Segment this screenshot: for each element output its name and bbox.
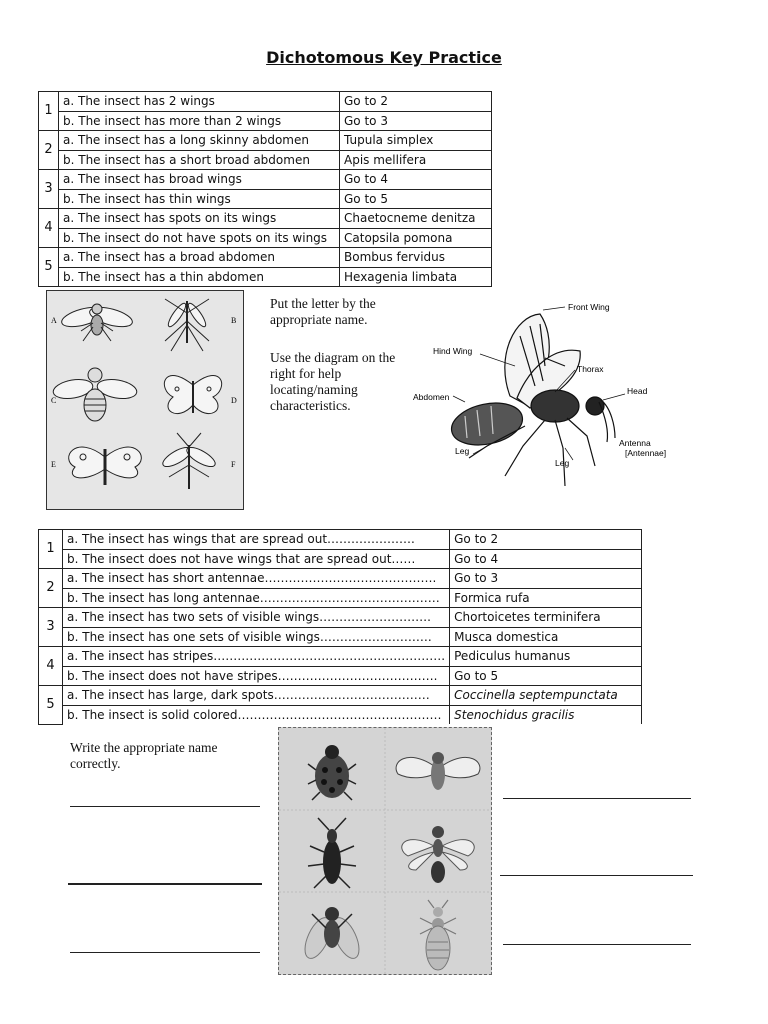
key2-choice-a: a. The insect has two sets of visible wings………………………. [63,608,450,628]
label-e: E [51,460,56,469]
label-thorax: Thorax [577,364,604,374]
key1-result-a: Go to 2 [340,92,492,112]
key2-choice-b: b. The insect has one sets of visible wings………………………. [63,627,450,647]
label-leg-bottom: Leg [555,458,570,468]
beetle-image [308,818,356,888]
key2-row-1b [39,549,642,569]
key1-result-a: Bombus fervidus [340,248,492,268]
answer-line-6[interactable] [503,944,691,945]
insect-b-cranefly-image [165,299,209,351]
key2-choice-b: b. The insect has long antennae……………………………………… [63,588,450,608]
answer-line-5[interactable] [500,875,693,876]
label-a: A [51,316,57,325]
key2-row-2a [39,569,642,589]
insect-d-butterfly-image [164,375,221,413]
key1-choice-b: b. The insect has thin wings [59,189,340,209]
key1-row-2b [39,150,492,170]
label-b: B [231,316,237,325]
housefly-image [300,907,365,962]
label-abdomen: Abdomen [413,392,450,402]
key2-result-a: Go to 3 [450,569,642,589]
winged-ant-image [402,826,474,883]
key2-result-b: Go to 5 [450,666,642,686]
louse-image [420,900,456,970]
instructions-diagram: Use the diagram on the right for help locating/naming characteristics. [270,350,396,413]
key2-step-number: 1 [39,530,63,569]
key1-step-number: 3 [39,170,59,209]
insect-a-fly-image [60,304,135,341]
key1-result-b: Hexagenia limbata [340,267,492,287]
key2-choice-a: a. The insect has large, dark spots………………………………… [63,686,450,706]
wasp-anatomy-diagram [405,296,695,496]
insect-e-moth-image [69,447,142,485]
key1-result-b: Go to 3 [340,111,492,131]
key2-result-a: Go to 2 [450,530,642,550]
answer-line-3[interactable] [70,952,260,953]
insect-f-mayfly-image [160,433,218,489]
key1-choice-a: a. The insect has a long skinny abdomen [59,131,340,151]
key2-row-3b [39,627,642,647]
key2-step-number: 2 [39,569,63,608]
key2-row-2b [39,588,642,608]
key1-result-b: Catopsila pomona [340,228,492,248]
answer-line-4[interactable] [503,798,691,799]
key1-row-5b [39,267,492,287]
key1-row-1b [39,111,492,131]
key1-step-number: 1 [39,92,59,131]
key2-choice-a: a. The insect has wings that are spread out…………………. [63,530,450,550]
key2-choice-b: b. The insect does not have wings that are spread out…… [63,549,450,569]
key1-result-a: Chaetocneme denitza [340,209,492,229]
label-f: F [231,460,236,469]
key1-step-number: 5 [39,248,59,287]
key2-step-number: 4 [39,647,63,686]
key1-result-a: Go to 4 [340,170,492,190]
key1-row-3b [39,189,492,209]
key1-row-4b [39,228,492,248]
key2-result-b: Musca domestica [450,627,642,647]
key1-row-3a [39,170,492,190]
instructions-write-name: Write the appropriate name correctly. [70,740,218,771]
key1-row-1a [39,92,492,112]
key1-choice-b: b. The insect do not have spots on its wings [59,228,340,248]
key2-row-1a [39,530,642,550]
label-c: C [51,396,57,405]
key2-choice-b: b. The insect does not have stripes…………………………………. [63,666,450,686]
insect-c-bee-image [52,368,139,421]
insect-panel-a-f [46,290,244,510]
key2-row-5a [39,686,642,706]
insect-photo-grid [278,727,492,975]
key1-choice-b: b. The insect has more than 2 wings [59,111,340,131]
key1-choice-a: a. The insect has 2 wings [59,92,340,112]
key1-choice-a: a. The insect has a broad abdomen [59,248,340,268]
key1-step-number: 2 [39,131,59,170]
label-antenna: Antenna [619,438,651,448]
key2-choice-a: a. The insect has short antennae……………………………………. [63,569,450,589]
label-leg-left: Leg [455,446,470,456]
label-head: Head [627,386,648,396]
key2-result-b: Go to 4 [450,549,642,569]
key1-choice-b: b. The insect has a short broad abdomen [59,150,340,170]
key2-choice-b: b. The insect is solid colored…………………………………………… [63,705,450,724]
key1-result-b: Go to 5 [340,189,492,209]
cicada-image [396,752,480,790]
key2-result-b: Formica rufa [450,588,642,608]
key2-result-a: Coccinella septempunctata [450,686,642,706]
key1-row-2a [39,131,492,151]
key1-step-number: 4 [39,209,59,248]
key1-choice-a: a. The insect has spots on its wings [59,209,340,229]
ladybug-image [308,745,356,800]
instructions-letter: Put the letter by the appropriate name. [270,296,376,327]
label-antennae: [Antennae] [625,448,667,458]
key2-step-number: 5 [39,686,63,725]
key2-result-a: Pediculus humanus [450,647,642,667]
key1-choice-b: b. The insect has a thin abdomen [59,267,340,287]
key1-row-4a [39,209,492,229]
key1-result-a: Tupula simplex [340,131,492,151]
key2-result-b: Stenochidus gracilis [450,705,642,724]
key2-row-5b [39,705,642,724]
label-front-wing: Front Wing [568,302,610,312]
key2-choice-a: a. The insect has stripes…………………………………………………. [63,647,450,667]
key1-row-5a [39,248,492,268]
answer-line-1[interactable] [70,806,260,807]
label-hind-wing: Hind Wing [433,346,473,356]
key2-result-a: Chortoicetes terminifera [450,608,642,628]
label-d: D [231,396,237,405]
page-title: Dichotomous Key Practice [266,48,502,67]
key2-row-4b [39,666,642,686]
key2-row-3a [39,608,642,628]
key2-row-4a [39,647,642,667]
dichotomous-key-2 [38,529,642,725]
key1-choice-a: a. The insect has broad wings [59,170,340,190]
key2-step-number: 3 [39,608,63,647]
key1-result-b: Apis mellifera [340,150,492,170]
dichotomous-key-1 [38,91,492,287]
answer-line-2[interactable] [68,883,262,885]
